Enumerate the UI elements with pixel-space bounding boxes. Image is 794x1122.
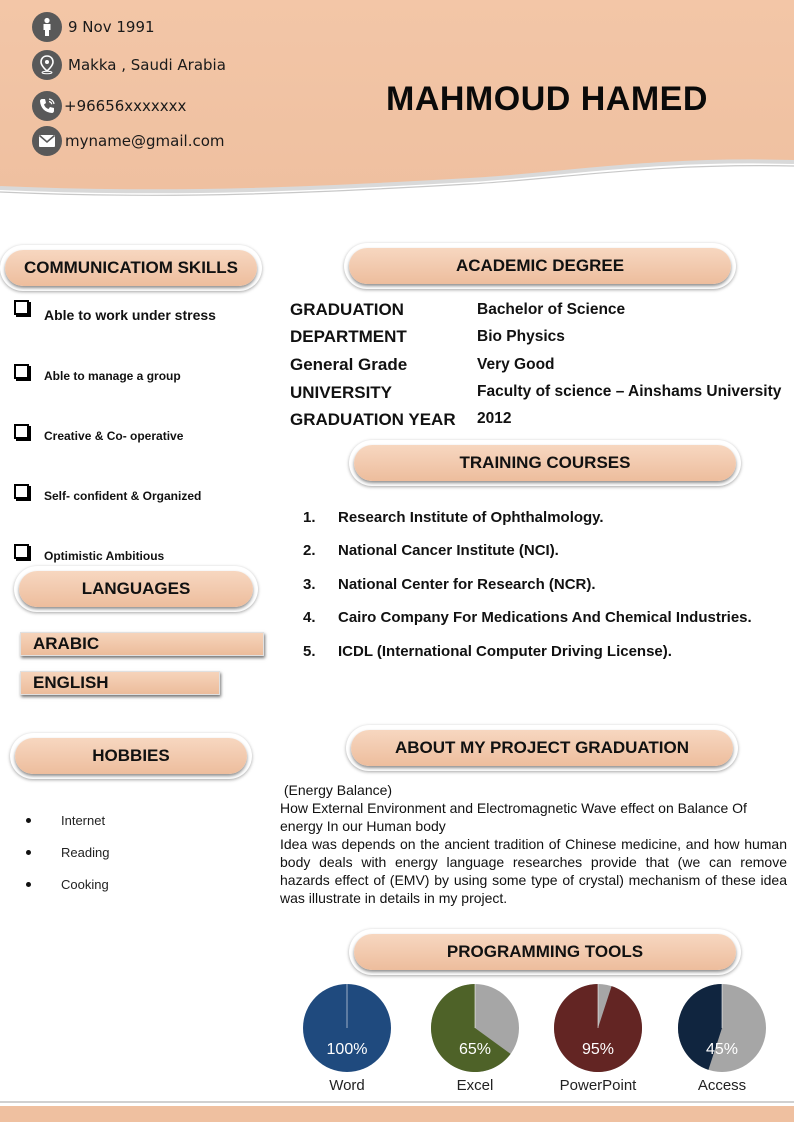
- hobby-item: [26, 877, 109, 892]
- academic-label: GRADUATION YEAR: [290, 410, 456, 429]
- birth-date-text: 9 Nov 1991: [68, 18, 155, 36]
- tools-title: PROGRAMMING TOOLS: [354, 934, 736, 970]
- mail-icon: [32, 126, 62, 156]
- contact-email: [32, 126, 225, 156]
- checkbox-icon: [14, 544, 29, 559]
- academic-label: DEPARTMENT: [290, 327, 407, 346]
- academic-header: [344, 243, 736, 289]
- pie-access: [678, 984, 766, 1072]
- training-title: TRAINING COURSES: [354, 445, 736, 481]
- skill-item: [14, 543, 164, 563]
- academic-value: Bachelor of Science: [477, 301, 626, 318]
- project-description: [280, 781, 787, 907]
- phone-icon: [32, 91, 62, 121]
- academic-label: UNIVERSITY: [290, 383, 393, 402]
- course-number: 5.: [303, 643, 316, 660]
- pie-percent-label: 65%: [458, 1041, 492, 1058]
- bullet-icon: [26, 850, 31, 855]
- checkbox-icon: [14, 424, 29, 439]
- training-header: [349, 440, 741, 486]
- hobbies-title: HOBBIES: [15, 738, 247, 774]
- phone-text: +96656xxxxxxx: [64, 97, 187, 115]
- pie-word: [303, 984, 391, 1072]
- project-header: [346, 725, 738, 771]
- hobby-item: [26, 813, 105, 828]
- hobbies-header: [10, 733, 252, 779]
- course-text: ICDL (International Computer Driving License).: [338, 643, 672, 660]
- academic-value: Bio Physics: [477, 328, 565, 345]
- contact-phone: [32, 91, 186, 121]
- skills-title: COMMUNICATIOM SKILLS: [5, 250, 257, 286]
- academic-value: Very Good: [477, 356, 555, 373]
- language-arabic: ARABIC: [20, 632, 264, 656]
- checkbox-icon: [14, 364, 29, 379]
- skill-text: Optimistic Ambitious: [44, 549, 165, 563]
- course-number: 3.: [303, 576, 316, 593]
- hobby-text: Reading: [61, 845, 110, 860]
- checkbox-icon: [14, 300, 29, 315]
- contact-location: [32, 50, 226, 80]
- pie-excel: [431, 984, 519, 1072]
- footer-bar: [0, 1100, 794, 1122]
- languages-header: [14, 566, 258, 612]
- pie-powerpoint: [554, 984, 642, 1072]
- course-number: 2.: [303, 542, 316, 559]
- skill-item: [14, 423, 183, 443]
- course-text: National Center for Research (NCR).: [338, 576, 596, 593]
- skill-item: [14, 363, 181, 383]
- course-text: Research Institute of Ophthalmology.: [338, 509, 604, 526]
- language-english: ENGLISH: [20, 671, 220, 695]
- hobby-text: Cooking: [61, 877, 109, 892]
- academic-label: General Grade: [290, 355, 408, 374]
- skill-text: Able to work under stress: [44, 307, 216, 323]
- course-item: [303, 509, 604, 526]
- course-item: [303, 576, 596, 593]
- tool-name: Excel: [456, 1077, 494, 1094]
- course-text: National Cancer Institute (NCI).: [338, 542, 559, 559]
- bullet-icon: [26, 818, 31, 823]
- hobby-text: Internet: [61, 813, 106, 828]
- skills-header: [0, 245, 262, 291]
- tool-name: Access: [697, 1077, 747, 1094]
- skill-item: [14, 483, 201, 503]
- email-text: myname@gmail.com: [65, 132, 225, 150]
- pie-percent-label: 95%: [581, 1041, 615, 1058]
- hobby-item: [26, 845, 109, 860]
- languages-title: LANGUAGES: [19, 571, 253, 607]
- course-number: 1.: [303, 509, 316, 526]
- location-pin-icon: [32, 50, 62, 80]
- project-body: Idea was depends on the ancient tradition of Chinese medicine, and how human body deals with energy language researches provide that (we can remove hazards effect of (EMV) by using some type of crystal) mechanism of these idea was illustrate in details in my project.: [280, 836, 787, 906]
- project-name: (Energy Balance): [280, 782, 393, 798]
- person-icon: [32, 12, 62, 42]
- course-item: [303, 609, 752, 626]
- academic-value: Faculty of science – Ainshams University: [477, 383, 782, 400]
- academic-label: GRADUATION: [290, 300, 404, 319]
- course-item: [303, 542, 559, 559]
- tools-header: [349, 929, 741, 975]
- location-text: Makka , Saudi Arabia: [68, 56, 226, 74]
- skill-text: Self- confident & Organized: [44, 489, 202, 503]
- contact-birth-date: [32, 12, 155, 42]
- skill-text: Able to manage a group: [44, 369, 181, 383]
- project-subtitle: How External Environment and Electromagnetic Wave effect on Balance Of energy In our Human body: [280, 800, 747, 834]
- pie-percent-label: 45%: [705, 1041, 739, 1058]
- academic-title: ACADEMIC DEGREE: [349, 248, 731, 284]
- tool-name: Word: [329, 1077, 365, 1094]
- skill-item: [14, 299, 216, 323]
- candidate-name: MAHMOUD HAMED: [386, 80, 708, 118]
- pie-percent-label: 100%: [326, 1041, 368, 1058]
- academic-value: 2012: [477, 410, 512, 427]
- course-number: 4.: [303, 609, 316, 626]
- project-title: ABOUT MY PROJECT GRADUATION: [351, 730, 733, 766]
- checkbox-icon: [14, 484, 29, 499]
- course-text: Cairo Company For Medications And Chemical Industries.: [338, 609, 752, 626]
- tool-name: PowerPoint: [559, 1077, 637, 1094]
- skill-text: Creative & Co- operative: [44, 429, 184, 443]
- bullet-icon: [26, 882, 31, 887]
- course-item: [303, 643, 672, 660]
